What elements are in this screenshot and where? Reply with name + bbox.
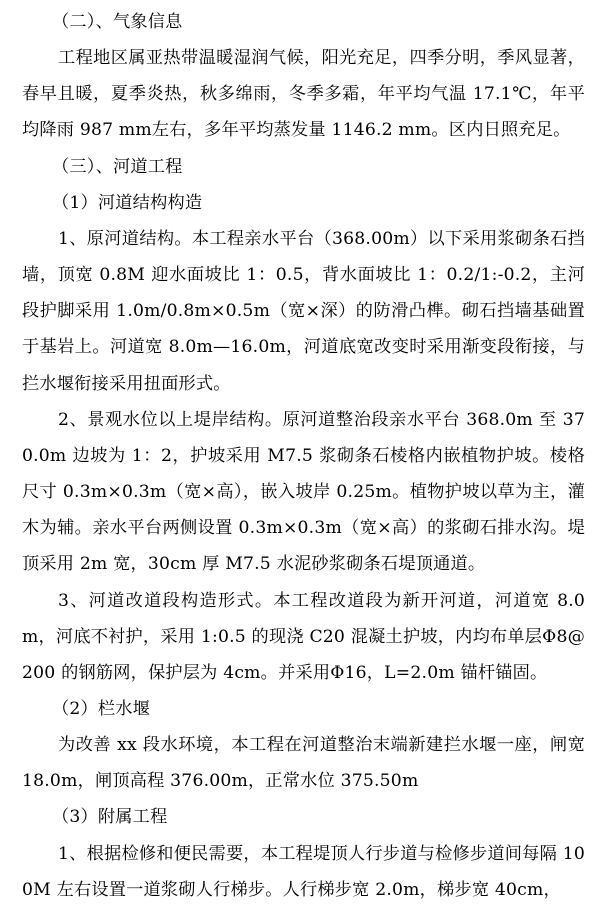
paragraph-weir: 为改善 xx 段水环境，本工程在河道整治末端新建拦水堰一座，闸宽 18.0m，闸顶高程 376.00m，正常水位 375.50m <box>22 735 585 792</box>
subsection-heading-weir: （2）栏水堰 <box>52 698 151 719</box>
section-heading-river-works: （三）、河道工程 <box>52 156 183 177</box>
paragraph-realignment-section: 3、河道改道段构造形式。本工程改道段为新开河道，河道宽 8.0m，河底不衬护，采用 1:0.5 的现浇 C20 混凝土护坡，内均布单层Φ8@200 的钢筋网，保护层为 4cm。并采用Φ16，L=2.0m 锚杆锚固。 <box>22 590 585 683</box>
section-heading-meteorology: （二）、气象信息 <box>52 12 183 32</box>
paragraph-ancillary-works: 1、根据检修和便民需要，本工程堤顶人行步道与检修步道间每隔 100M 左右设置一道浆砌人行梯步。人行梯步宽 2.0m，梯步宽 40cm， <box>22 843 585 900</box>
paragraph-meteorology: 工程地区属亚热带温暖湿润气候，阳光充足，四季分明，季风显著，春早且暖，夏季炎热，秋多绵雨，冬季多霜，年平均气温 17.1℃，年平均降雨 987 mm左右，多年平均蒸发量 1146.2 mm。区内日照充足。 <box>22 48 585 141</box>
subsection-heading-ancillary: （3）附属工程 <box>52 807 168 828</box>
paragraph-original-river-structure: 1、原河道结构。本工程亲水平台（368.00m）以下采用浆砌条石挡墙，顶宽 0.8M 迎水面坡比 1：0.5，背水面坡比 1：0.2/1:-0.2，主河段护脚采用 1.0m/0.8m×0.5m（宽×深）的防滑凸榫。砌石挡墙基础置于基岩上。河道宽 8.0m—16.0m，河道底宽改变时采用渐变段衔接，与拦水堰衔接采用扭面形式。 <box>22 228 585 394</box>
paragraph-bank-structure: 2、景观水位以上堤岸结构。原河道整治段亲水平台 368.0m 至 370.0m 边坡为 1：2，护坡采用 M7.5 浆砌条石棱格内嵌植物护坡。棱格尺寸 0.3m×0.3m（宽×高），嵌入坡岸 0.25m。植物护坡以草为主，灌木为辅。亲水平台两侧设置 0.3m×0.3m（宽×高）的浆砌石排水沟。堤顶采用 2m 宽，30cm 厚 M7.5 水泥砂浆砌条石堤顶通道。 <box>22 409 585 575</box>
subsection-heading-river-structure: （1）河道结构构造 <box>52 192 203 213</box>
